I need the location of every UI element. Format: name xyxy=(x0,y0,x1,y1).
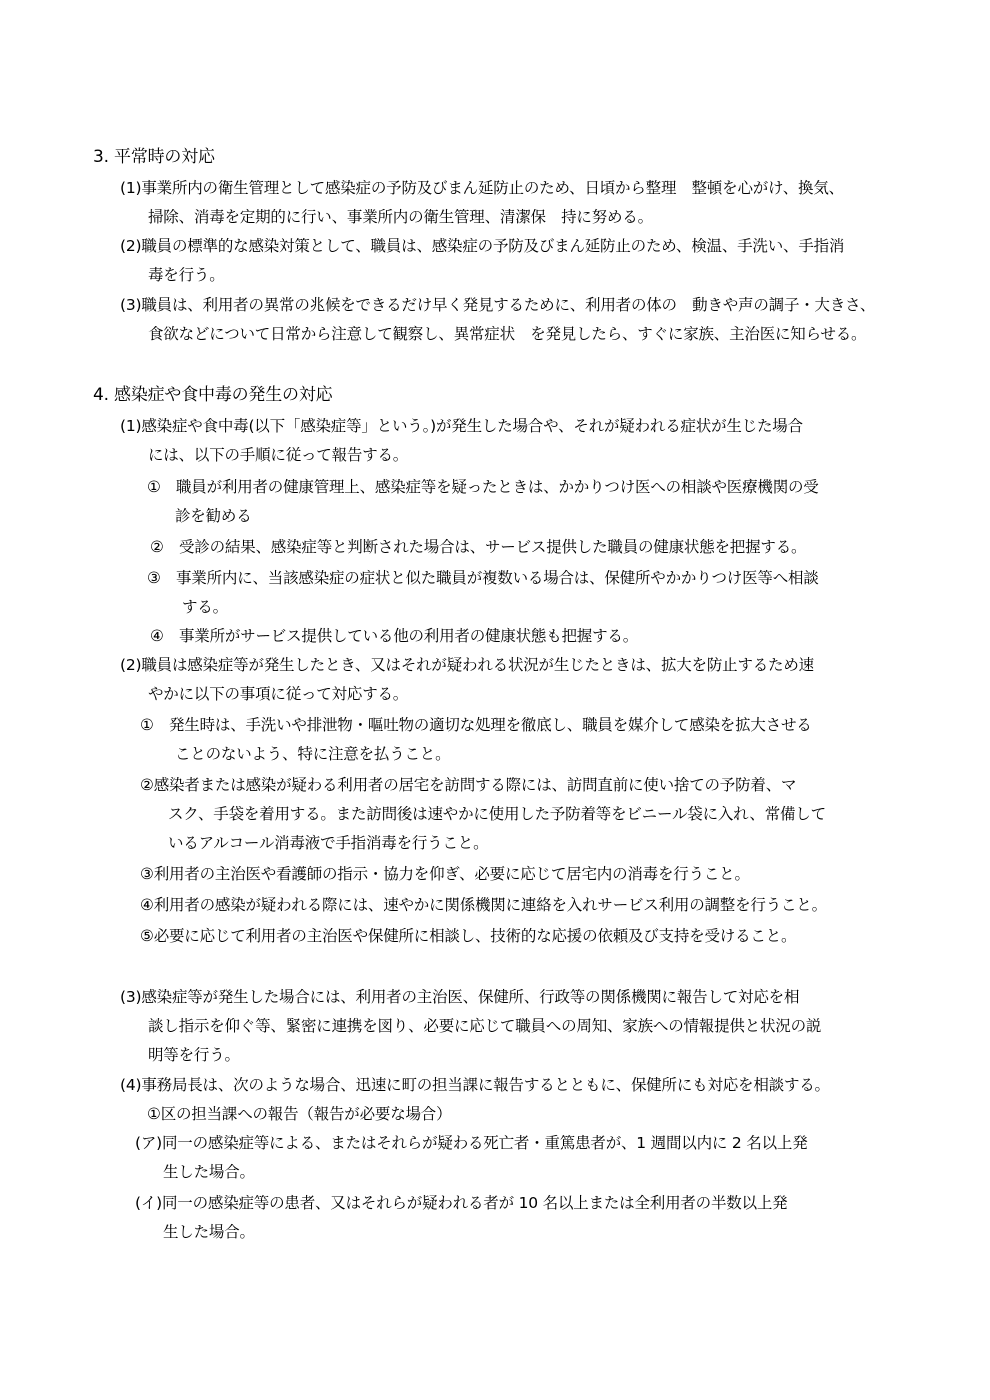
section-4-item-1-line-1: (1)感染症や食中毒(以下「感染症等」という。)が発生した場合や、それが疑われる症状が生じた場合 xyxy=(120,417,803,435)
section-4-item-2-line-1: (2)職員は感染症等が発生したとき、又はそれが疑われる状況が生じたときは、拡大を防止するため速 xyxy=(120,656,814,674)
section-4-item-2-sub-1-line-2: ことのないよう、特に注意を払うこと。 xyxy=(175,745,451,763)
section-4-item-3-line-1: (3)感染症等が発生した場合には、利用者の主治医、保健所、行政等の関係機関に報告して対応を相 xyxy=(120,988,800,1006)
section-4-item-1-line-2: には、以下の手順に従って報告する。 xyxy=(148,446,409,464)
section-4-item-2-sub-5: ⑤必要に応じて利用者の主治医や保健所に相談し、技術的な応援の依頼及び支持を受けること。 xyxy=(140,927,797,945)
section-4-item-1-sub-1-line-2: 診を勧める xyxy=(175,507,252,525)
section-4-item-2-sub-4: ④利用者の感染が疑われる際には、速やかに関係機関に連絡を入れサービス利用の調整を行うこと。 xyxy=(140,896,827,914)
section-3-item-2-line-1: (2)職員の標準的な感染対策として、職員は、感染症の予防及びまん延防止のため、検温、手洗い、手指消 xyxy=(120,237,845,255)
section-3-item-1-line-2: 掃除、消毒を定期的に行い、事業所内の衛生管理、清潔保 持に努める。 xyxy=(148,208,653,226)
section-4-item-4-case-b-line-2: 生した場合。 xyxy=(163,1223,255,1241)
section-3-item-3-line-2: 食欲などについて日常から注意して観察し、異常症状 を発見したら、すぐに家族、主治医に知らせる。 xyxy=(148,325,867,343)
section-4-item-1-sub-3-line-1: ③ 事業所内に、当該感染症の症状と似た職員が複数いる場合は、保健所やかかりつけ医等へ相談 xyxy=(147,569,819,587)
section-4-item-1-sub-2: ② 受診の結果、感染症等と判断された場合は、サービス提供した職員の健康状態を把握する。 xyxy=(150,538,807,556)
section-4-item-3-line-2: 談し指示を仰ぐ等、緊密に連携を図り、必要に応じて職員への周知、家族への情報提供と状況の説 xyxy=(148,1017,822,1035)
section-3-item-3-line-1: (3)職員は、利用者の異常の兆候をできるだけ早く発見するために、利用者の体の 動きや声の調子・大きさ、 xyxy=(120,296,876,314)
section-4-item-4-line-1: (4)事務局長は、次のような場合、迅速に町の担当課に報告するとともに、保健所にも対応を相談する。 xyxy=(120,1076,830,1094)
section-4-item-2-sub-1-line-1: ① 発生時は、手洗いや排泄物・嘔吐物の適切な処理を徹底し、職員を媒介して感染を拡大させる xyxy=(140,716,812,734)
section-3-item-2-line-2: 毒を行う。 xyxy=(148,266,225,284)
section-4-item-2-sub-2-line-3: いるアルコール消毒液で手指消毒を行うこと。 xyxy=(168,834,489,852)
section-4-item-4-report-label: ①区の担当課への報告（報告が必要な場合） xyxy=(147,1105,452,1123)
section-4-item-2-sub-2-line-2: スク、手袋を着用する。また訪問後は速やかに使用した予防着等をビニール袋に入れ、常備して xyxy=(168,805,826,823)
section-4-item-1-sub-1-line-1: ① 職員が利用者の健康管理上、感染症等を疑ったときは、かかりつけ医への相談や医療機関の受 xyxy=(147,478,819,496)
section-4-item-4-case-b-line-1: (イ)同一の感染症等の患者、又はそれらが疑われる者が 10 名以上または全利用者の半数以上発 xyxy=(135,1194,788,1212)
section-3-heading: 3. 平常時の対応 xyxy=(93,147,215,167)
section-4-item-2-sub-2-line-1: ②感染者または感染が疑わる利用者の居宅を訪問する際には、訪問直前に使い捨ての予防着、マ xyxy=(140,776,797,794)
section-4-item-4-case-a-line-1: (ア)同一の感染症等による、またはそれらが疑わる死亡者・重篤患者が、1 週間以内に 2 名以上発 xyxy=(135,1134,808,1152)
section-4-item-2-line-2: やかに以下の事項に従って対応する。 xyxy=(148,685,409,703)
section-4-item-4-case-a-line-2: 生した場合。 xyxy=(163,1163,255,1181)
section-4-item-1-sub-4: ④ 事業所がサービス提供している他の利用者の健康状態も把握する。 xyxy=(150,627,638,645)
section-3-item-1-line-1: (1)事業所内の衛生管理として感染症の予防及びまん延防止のため、日頃から整理 整頓を心がけ、換気、 xyxy=(120,179,844,197)
section-4-item-2-sub-3: ③利用者の主治医や看護師の指示・協力を仰ぎ、必要に応じて居宅内の消毒を行うこと。 xyxy=(140,865,750,883)
section-4-heading: 4. 感染症や食中毒の発生の対応 xyxy=(93,385,333,405)
section-4-item-3-line-3: 明等を行う。 xyxy=(148,1046,240,1064)
section-4-item-1-sub-3-line-2: する。 xyxy=(182,598,228,616)
